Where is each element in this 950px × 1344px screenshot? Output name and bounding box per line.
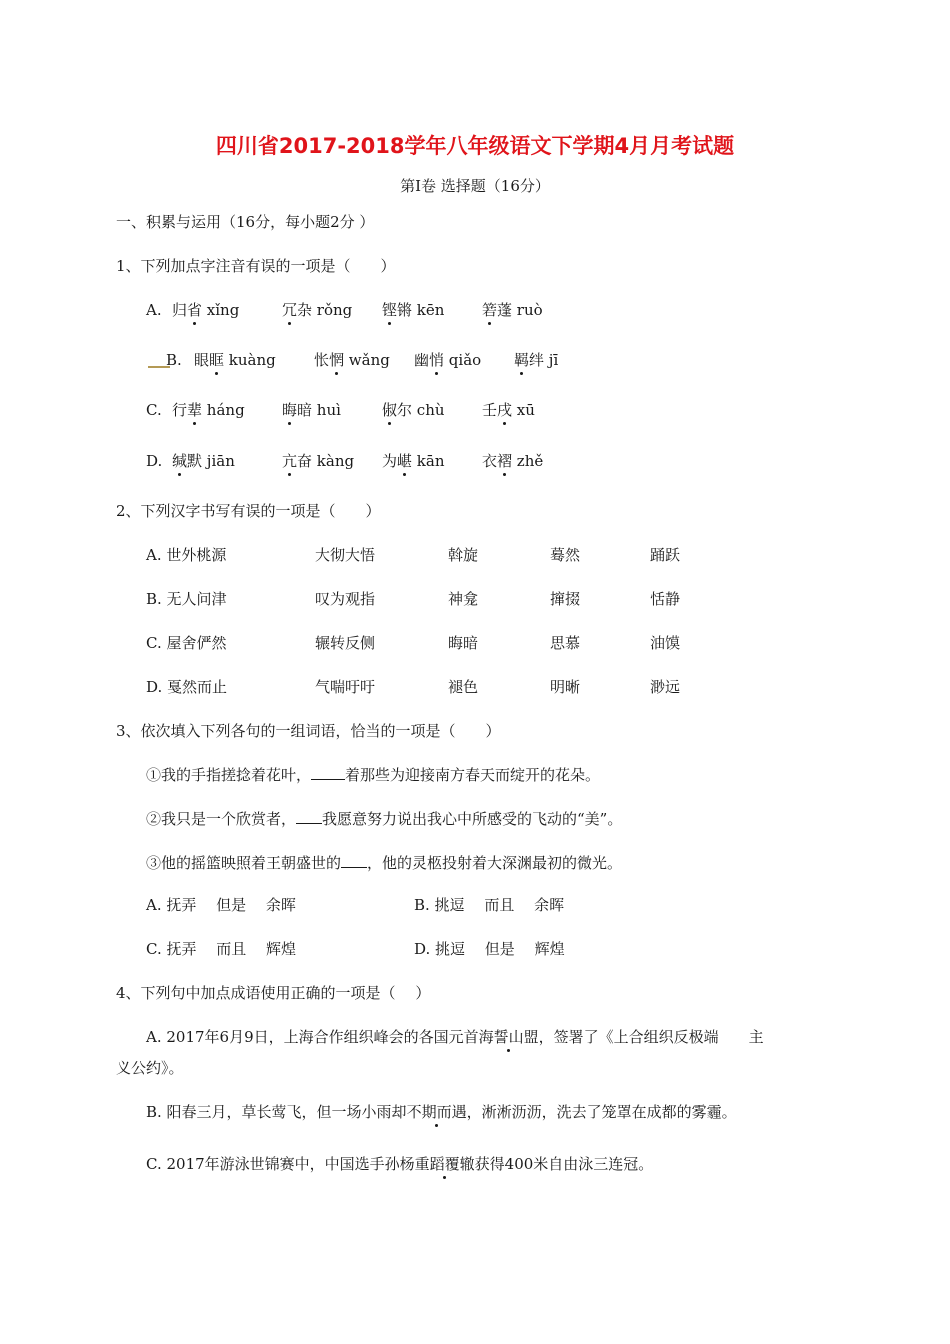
q2-cell: 大彻大悟 (315, 546, 376, 564)
q2-cell: 斡旋 (448, 546, 479, 564)
page-title: 四川省2017-2018学年八年级语文下学期4月月考试题 (215, 134, 735, 158)
section-heading: 一、积累与运用（16分，每小题2分 ） (116, 213, 375, 231)
q1-option-c-label: C. (146, 401, 162, 419)
q2-cell: 渺远 (650, 678, 681, 696)
q1-option-c-word4: 壬戌 xū (482, 401, 535, 419)
q2-cell: 辗转反侧 (315, 634, 376, 652)
q1-option-d-label: D. (146, 452, 163, 470)
q3-option-d: D. 挑逗 但是 辉煌 (414, 940, 565, 958)
paper-subtitle: 第Ⅰ卷 选择题（16分） (400, 177, 550, 195)
q4-option-c: C. 2017年游泳世锦赛中，中国选手孙杨重蹈覆辙获得400米自由泳三连冠。 (146, 1155, 654, 1173)
q1-option-b-word1: 眼眶 kuàng (194, 351, 276, 369)
q2-cell: C. 屋舍俨然 (146, 634, 227, 652)
q1-option-b-word2: 怅惘 wǎng (314, 351, 390, 369)
q1-option-c-word2: 晦暗 huì (282, 401, 341, 419)
q1-option-b-label: B. (166, 351, 182, 369)
q1-option-b-word3: 幽悄 qiǎo (414, 351, 482, 369)
q2-cell: 踊跃 (650, 546, 681, 564)
q2-cell: 恬静 (650, 590, 681, 608)
question-1-stem: 1、下列加点字注音有误的一项是（ ） (116, 257, 396, 275)
q1-option-d-word3: 为嵁 kān (382, 452, 445, 470)
q1-option-a-word3: 铿锵 kēn (382, 301, 445, 319)
q2-cell: 气喘吁吁 (315, 678, 376, 696)
question-3-stem: 3、依次填入下列各句的一组词语，恰当的一项是（ ） (116, 722, 501, 740)
q2-cell: B. 无人问津 (146, 590, 227, 608)
q1-option-a-word4: 箬蓬 ruò (482, 301, 543, 319)
q1-option-a-word2: 冗杂 rǒng (282, 301, 353, 319)
q1-option-d-word2: 亢奋 kàng (282, 452, 355, 470)
q1-option-a-word1: 归省 xǐng (172, 301, 240, 319)
q1-option-a-label: A. (146, 301, 162, 319)
q1-option-d-word4: 衣褶 zhě (482, 452, 544, 470)
q4-option-b: B. 阳春三月，草长莺飞，但一场小雨却不期而遇，淅淅沥沥，洗去了笼罩在成都的雾霾。 (146, 1103, 737, 1121)
q3-sentence-2: ②我只是一个欣赏者， 我愿意努力说出我心中所感受的飞动的“美”。 (146, 810, 623, 828)
q2-cell: 神龛 (448, 590, 479, 608)
q2-cell: D. 戛然而止 (146, 678, 228, 696)
q2-cell: 晦暗 (448, 634, 479, 652)
q2-cell: 褪色 (448, 678, 479, 696)
q3-sentence-1: ①我的手指搓捻着花叶， 着那些为迎接南方春天而绽开的花朵。 (146, 766, 601, 784)
q3-sentence-3: ③他的摇篮映照着王朝盛世的 ，他的灵柩投射着大深渊最初的微光。 (146, 854, 623, 872)
q2-cell: 叹为观指 (315, 590, 376, 608)
q1-option-b-word4: 羁绊 jī (514, 351, 559, 369)
q2-cell: 撺掇 (550, 590, 581, 608)
q2-cell: 明晰 (550, 678, 581, 696)
question-4-stem: 4、下列句中加点成语使用正确的一项是（ ） (116, 984, 431, 1002)
q3-option-c: C. 抚弄 而且 辉煌 (146, 940, 297, 958)
q2-cell: 蓦然 (550, 546, 581, 564)
q1-option-d-word1: 缄默 jiān (172, 452, 235, 470)
q2-cell: A. 世外桃源 (146, 546, 227, 564)
q3-option-b: B. 挑逗 而且 余晖 (414, 896, 565, 914)
q4-option-a-line2: 义公约》。 (116, 1059, 184, 1077)
q2-cell: 油馍 (650, 634, 681, 652)
q1-option-c-word3: 俶尔 chù (382, 401, 445, 419)
q1-option-c-word1: 行辈 háng (172, 401, 245, 419)
q3-option-a: A. 抚弄 但是 余晖 (146, 896, 296, 914)
question-2-stem: 2、下列汉字书写有误的一项是（ ） (116, 502, 381, 520)
q2-cell: 思慕 (550, 634, 581, 652)
q4-option-a-line1: A. 2017年6月9日，上海合作组织峰会的各国元首海誓山盟，签署了《上合组织反极端 主 (146, 1028, 764, 1046)
